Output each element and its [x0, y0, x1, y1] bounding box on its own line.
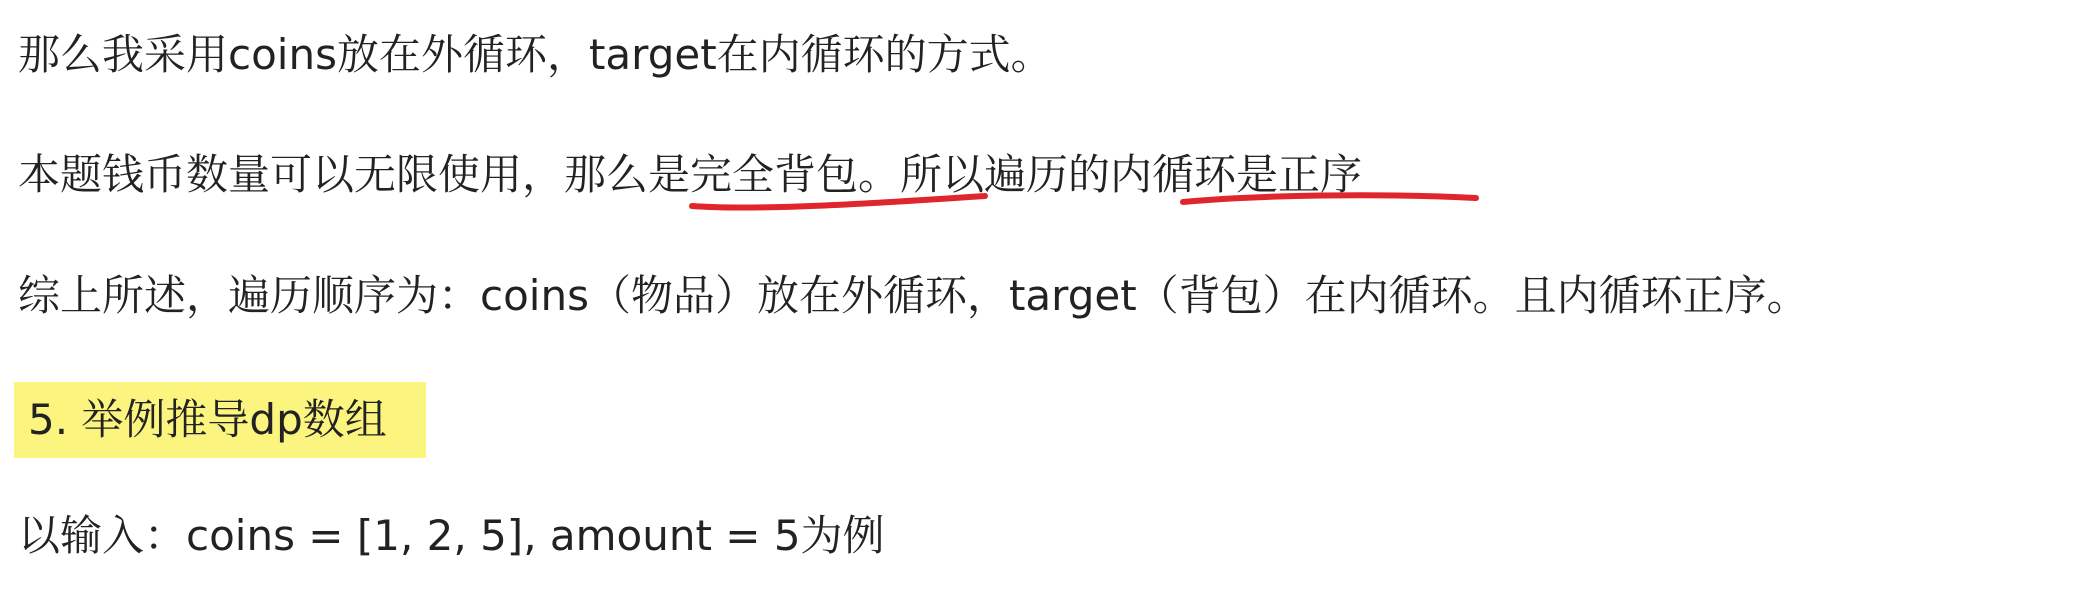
paragraph-summary: 综上所述，遍历顺序为：coins（物品）放在外循环，target（背包）在内循环。且内循环正序。: [18, 271, 1809, 320]
section-heading-highlight: [14, 382, 426, 458]
paragraph-loop-order: 那么我采用coins放在外循环，target在内循环的方式。: [18, 30, 1053, 79]
paragraph-example-input: 以输入：coins = [1, 2, 5], amount = 5为例: [18, 511, 885, 560]
paragraph-complete-knapsack: 本题钱币数量可以无限使用，那么是完全背包。所以遍历的内循环是正序: [18, 150, 1363, 199]
section-heading: 5. 举例推导dp数组: [28, 395, 387, 444]
